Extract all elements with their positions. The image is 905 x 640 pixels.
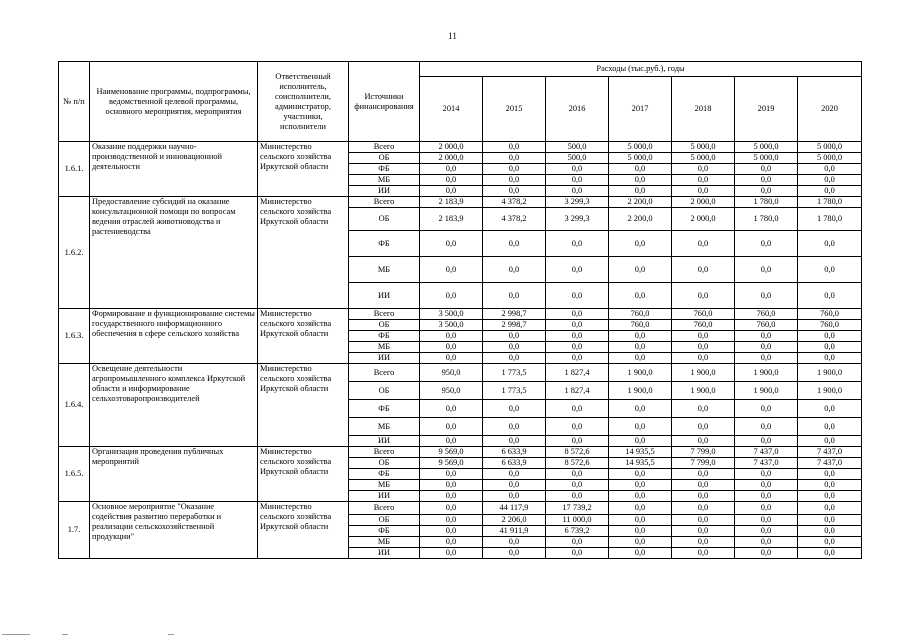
expense-value: 0,0 [735,418,798,436]
expense-value: 0,0 [672,469,735,480]
expense-value: 0,0 [672,400,735,418]
expense-value: 500,0 [546,153,609,164]
expense-value: 0,0 [735,502,798,515]
source-label: ИИ [349,436,420,447]
source-label: ОБ [349,153,420,164]
expense-value: 5 000,0 [672,142,735,153]
expense-value: 0,0 [735,436,798,447]
expense-value: 950,0 [420,364,483,382]
expense-value: 0,0 [798,164,862,175]
expense-value: 0,0 [609,491,672,502]
expense-value: 1 780,0 [735,197,798,208]
expense-value: 0,0 [798,400,862,418]
expense-value: 0,0 [483,231,546,257]
header-name: Наименование программы, подпрограммы, ведомственной целевой программы, основного мероприятия, мероприятия [90,62,258,142]
expense-value: 0,0 [609,257,672,283]
expense-value: 1 900,0 [735,364,798,382]
expense-value: 0,0 [546,436,609,447]
item-name: Основное мероприятие "Оказание содействия развитию переработки и реализации сельскохозяйственной продукции" [90,502,258,559]
expense-value: 1 827,4 [546,382,609,400]
expense-value: 0,0 [609,283,672,309]
expense-value: 9 569,0 [420,447,483,458]
expense-value: 0,0 [483,548,546,559]
expense-value: 1 773,5 [483,364,546,382]
expense-value: 7 437,0 [798,447,862,458]
expense-value: 0,0 [735,331,798,342]
expense-value: 0,0 [798,175,862,186]
source-label: МБ [349,480,420,491]
expense-value: 0,0 [546,331,609,342]
expense-value: 5 000,0 [609,142,672,153]
expense-value: 0,0 [420,436,483,447]
expense-value: 0,0 [546,353,609,364]
expense-value: 1 900,0 [609,382,672,400]
expense-value: 1 900,0 [672,382,735,400]
expense-value: 2 000,0 [420,142,483,153]
expense-value: 760,0 [672,309,735,320]
expense-value: 2 183,9 [420,197,483,208]
source-label: ИИ [349,186,420,197]
expense-value: 0,0 [546,469,609,480]
expense-value: 0,0 [672,257,735,283]
table-row [59,502,862,515]
expense-value: 0,0 [798,491,862,502]
expense-value: 0,0 [672,331,735,342]
source-label: ФБ [349,400,420,418]
expense-value: 0,0 [735,175,798,186]
source-label: ФБ [349,331,420,342]
source-label: ОБ [349,515,420,526]
expense-value: 0,0 [420,515,483,526]
expense-value: 8 572,6 [546,458,609,469]
source-label: МБ [349,537,420,548]
expense-value: 0,0 [420,331,483,342]
header-expenses: Расходы (тыс.руб.), годы [420,62,862,77]
header-year: 2017 [609,77,672,142]
expense-value: 1 900,0 [735,382,798,400]
expense-value: 0,0 [420,480,483,491]
header-year: 2018 [672,77,735,142]
expense-value: 5 000,0 [672,153,735,164]
item-responsible: Министерство сельского хозяйства Иркутской области [258,309,349,364]
expense-value: 0,0 [546,283,609,309]
expense-value: 0,0 [609,502,672,515]
table-row [59,447,862,458]
expense-value: 1 827,4 [546,364,609,382]
expense-value: 0,0 [420,164,483,175]
expense-value: 0,0 [483,480,546,491]
item-number: 1.6.1. [59,142,90,197]
item-number: 1.6.2. [59,197,90,309]
expense-value: 0,0 [483,153,546,164]
expense-value: 0,0 [609,436,672,447]
source-label: ФБ [349,231,420,257]
header-year: 2019 [735,77,798,142]
expense-value: 0,0 [672,436,735,447]
expense-value: 0,0 [609,231,672,257]
expense-value: 3 299,3 [546,197,609,208]
expense-value: 0,0 [672,418,735,436]
source-label: Всего [349,142,420,153]
item-number: 1.6.5. [59,447,90,502]
expense-value: 3 500,0 [420,320,483,331]
expense-value: 0,0 [483,342,546,353]
expense-value: 0,0 [483,400,546,418]
expense-value: 3 299,3 [546,208,609,231]
item-responsible: Министерство сельского хозяйства Иркутской области [258,142,349,197]
expense-value: 0,0 [420,283,483,309]
expense-value: 17 739,2 [546,502,609,515]
expense-value: 0,0 [798,342,862,353]
expense-value: 0,0 [735,469,798,480]
expense-value: 0,0 [672,231,735,257]
source-label: Всего [349,309,420,320]
expense-value: 0,0 [609,418,672,436]
expense-value: 5 000,0 [798,153,862,164]
source-label: ИИ [349,548,420,559]
expense-value: 0,0 [798,231,862,257]
item-name: Предоставление субсидий на оказание консультационной помощи по вопросам ведения отраслей животноводства и растениеводства [90,197,258,309]
expense-value: 4 378,2 [483,197,546,208]
expense-value: 0,0 [798,418,862,436]
expense-value: 2 183,9 [420,208,483,231]
expense-value: 0,0 [546,480,609,491]
expense-value: 7 437,0 [798,458,862,469]
expense-value: 5 000,0 [735,153,798,164]
expense-value: 0,0 [609,400,672,418]
expense-value: 0,0 [609,515,672,526]
header-year: 2020 [798,77,862,142]
expense-value: 3 500,0 [420,309,483,320]
table-header [59,62,862,142]
expense-value: 0,0 [420,231,483,257]
expense-value: 0,0 [798,548,862,559]
expense-value: 0,0 [546,257,609,283]
expense-value: 2 200,0 [609,197,672,208]
expense-value: 2 200,0 [609,208,672,231]
expense-value: 0,0 [420,418,483,436]
expense-value: 0,0 [420,186,483,197]
expense-value: 0,0 [798,469,862,480]
expense-value: 0,0 [672,526,735,537]
expense-value: 0,0 [735,480,798,491]
expense-value: 9 569,0 [420,458,483,469]
expense-value: 1 773,5 [483,382,546,400]
expense-value: 0,0 [546,175,609,186]
header-year: 2015 [483,77,546,142]
source-label: МБ [349,175,420,186]
expense-value: 0,0 [735,400,798,418]
header-num: № п/п [59,62,90,142]
expense-value: 44 117,9 [483,502,546,515]
expense-value: 0,0 [798,502,862,515]
expense-value: 0,0 [735,537,798,548]
expense-value: 760,0 [735,320,798,331]
expense-value: 0,0 [609,469,672,480]
expense-value: 0,0 [798,436,862,447]
expense-value: 0,0 [420,175,483,186]
expense-value: 0,0 [483,537,546,548]
expense-value: 760,0 [798,320,862,331]
expense-value: 0,0 [609,480,672,491]
expense-value: 7 437,0 [735,447,798,458]
expense-value: 0,0 [483,186,546,197]
expense-value: 2 206,0 [483,515,546,526]
expense-value: 0,0 [420,526,483,537]
expense-value: 0,0 [483,418,546,436]
item-responsible: Министерство сельского хозяйства Иркутской области [258,502,349,559]
header-year: 2016 [546,77,609,142]
expense-value: 0,0 [672,537,735,548]
source-label: ИИ [349,283,420,309]
expense-value: 0,0 [546,537,609,548]
table-body [59,142,862,559]
expense-value: 0,0 [798,480,862,491]
expense-value: 500,0 [546,142,609,153]
expense-value: 0,0 [798,537,862,548]
expense-value: 0,0 [420,257,483,283]
header-source: Источники финансирования [349,62,420,142]
expense-value: 2 998,7 [483,320,546,331]
expense-value: 0,0 [735,257,798,283]
expense-value: 1 900,0 [798,364,862,382]
expense-value: 0,0 [735,491,798,502]
expense-value: 950,0 [420,382,483,400]
expense-value: 0,0 [420,537,483,548]
header-responsible: Ответственный исполнитель, соисполнители, администратор, участники, исполнители [258,62,349,142]
expense-value: 0,0 [483,491,546,502]
source-label: МБ [349,257,420,283]
expense-value: 1 780,0 [798,197,862,208]
expense-value: 0,0 [546,418,609,436]
header-year: 2014 [420,77,483,142]
expense-value: 5 000,0 [609,153,672,164]
source-label: Всего [349,197,420,208]
expense-value: 0,0 [798,353,862,364]
expense-value: 2 000,0 [672,208,735,231]
expense-value: 41 911,9 [483,526,546,537]
expense-value: 0,0 [798,186,862,197]
expense-value: 11 000,0 [546,515,609,526]
expense-value: 0,0 [735,548,798,559]
item-name: Организация проведения публичных мероприятий [90,447,258,502]
item-responsible: Министерство сельского хозяйства Иркутской области [258,197,349,309]
expense-value: 0,0 [483,469,546,480]
expense-value: 8 572,6 [546,447,609,458]
expense-value: 1 780,0 [798,208,862,231]
source-label: ФБ [349,164,420,175]
table-row [59,197,862,208]
expense-value: 0,0 [546,309,609,320]
expense-value: 6 633,9 [483,458,546,469]
expense-value: 2 000,0 [420,153,483,164]
expense-value: 0,0 [609,186,672,197]
expense-value: 0,0 [609,526,672,537]
source-label: ОБ [349,382,420,400]
expense-value: 0,0 [672,164,735,175]
expense-value: 0,0 [798,515,862,526]
expense-value: 7 437,0 [735,458,798,469]
expense-value: 0,0 [546,548,609,559]
expense-value: 0,0 [672,342,735,353]
table-row [59,364,862,382]
page-number: 11 [448,31,457,41]
expense-value: 0,0 [798,331,862,342]
expense-value: 0,0 [609,331,672,342]
expense-value: 0,0 [483,283,546,309]
expense-value: 0,0 [546,231,609,257]
scan-edge-marks [0,634,905,637]
expense-value: 0,0 [483,164,546,175]
expense-value: 0,0 [672,515,735,526]
item-responsible: Министерство сельского хозяйства Иркутской области [258,447,349,502]
expense-value: 7 799,0 [672,447,735,458]
expense-value: 0,0 [420,491,483,502]
item-number: 1.7. [59,502,90,559]
expense-value: 0,0 [483,257,546,283]
expense-value: 0,0 [609,342,672,353]
expense-value: 0,0 [609,548,672,559]
item-name: Освещение деятельности агропромышленного комплекса Иркутской области и информирование сельхозтоваропроизводителей [90,364,258,447]
expense-value: 760,0 [672,320,735,331]
item-name: Оказание поддержки научно-производственной и инновационной деятельности [90,142,258,197]
expense-value: 0,0 [672,548,735,559]
expense-value: 0,0 [546,186,609,197]
source-label: ФБ [349,526,420,537]
expense-value: 0,0 [609,164,672,175]
expense-value: 0,0 [546,491,609,502]
expense-value: 1 900,0 [672,364,735,382]
budget-table [58,61,862,559]
expense-value: 0,0 [798,257,862,283]
expense-value: 0,0 [735,526,798,537]
expense-value: 1 780,0 [735,208,798,231]
expense-value: 0,0 [672,186,735,197]
expense-value: 760,0 [609,320,672,331]
expense-value: 0,0 [672,502,735,515]
source-label: ИИ [349,353,420,364]
expense-value: 6 739,2 [546,526,609,537]
expense-value: 0,0 [420,353,483,364]
source-label: ФБ [349,469,420,480]
expense-value: 0,0 [798,283,862,309]
expense-value: 0,0 [735,515,798,526]
expense-value: 0,0 [735,353,798,364]
source-label: Всего [349,364,420,382]
expense-value: 760,0 [735,309,798,320]
expense-value: 0,0 [420,548,483,559]
expense-value: 1 900,0 [798,382,862,400]
expense-value: 0,0 [546,164,609,175]
expense-value: 0,0 [672,480,735,491]
expense-value: 5 000,0 [735,142,798,153]
expense-value: 0,0 [609,353,672,364]
expense-value: 760,0 [798,309,862,320]
expense-value: 0,0 [609,537,672,548]
item-name: Формирование и функционирование системы государственного информационного обеспечения в сфере сельского хозяйства [90,309,258,364]
expense-value: 0,0 [483,331,546,342]
expense-value: 0,0 [483,436,546,447]
expense-value: 1 900,0 [609,364,672,382]
expense-value: 2 998,7 [483,309,546,320]
source-label: МБ [349,342,420,353]
source-label: ОБ [349,320,420,331]
expense-value: 0,0 [483,175,546,186]
expense-value: 0,0 [672,353,735,364]
item-number: 1.6.3. [59,309,90,364]
expense-value: 0,0 [546,342,609,353]
item-responsible: Министерство сельского хозяйства Иркутской области [258,364,349,447]
expense-value: 0,0 [735,283,798,309]
expense-value: 0,0 [735,186,798,197]
expense-value: 0,0 [672,283,735,309]
source-label: ОБ [349,458,420,469]
expense-value: 7 799,0 [672,458,735,469]
expense-value: 0,0 [420,400,483,418]
source-label: Всего [349,502,420,515]
expense-value: 0,0 [798,526,862,537]
expense-value: 0,0 [735,342,798,353]
expense-value: 0,0 [735,231,798,257]
item-number: 1.6.4. [59,364,90,447]
expense-value: 0,0 [672,175,735,186]
expense-value: 760,0 [609,309,672,320]
expense-value: 2 000,0 [672,197,735,208]
table-row [59,309,862,320]
table-row [59,142,862,153]
expense-value: 5 000,0 [798,142,862,153]
source-label: Всего [349,447,420,458]
expense-value: 14 935,5 [609,458,672,469]
expense-value: 0,0 [609,175,672,186]
source-label: ИИ [349,491,420,502]
expense-value: 0,0 [546,320,609,331]
expense-value: 0,0 [483,353,546,364]
expense-value: 0,0 [672,491,735,502]
expense-value: 0,0 [420,502,483,515]
expense-value: 6 633,9 [483,447,546,458]
expense-value: 0,0 [735,164,798,175]
expense-value: 0,0 [546,400,609,418]
source-label: МБ [349,418,420,436]
expense-value: 0,0 [483,142,546,153]
expense-value: 0,0 [420,469,483,480]
source-label: ОБ [349,208,420,231]
expense-value: 14 935,5 [609,447,672,458]
expense-value: 0,0 [420,342,483,353]
expense-value: 4 378,2 [483,208,546,231]
